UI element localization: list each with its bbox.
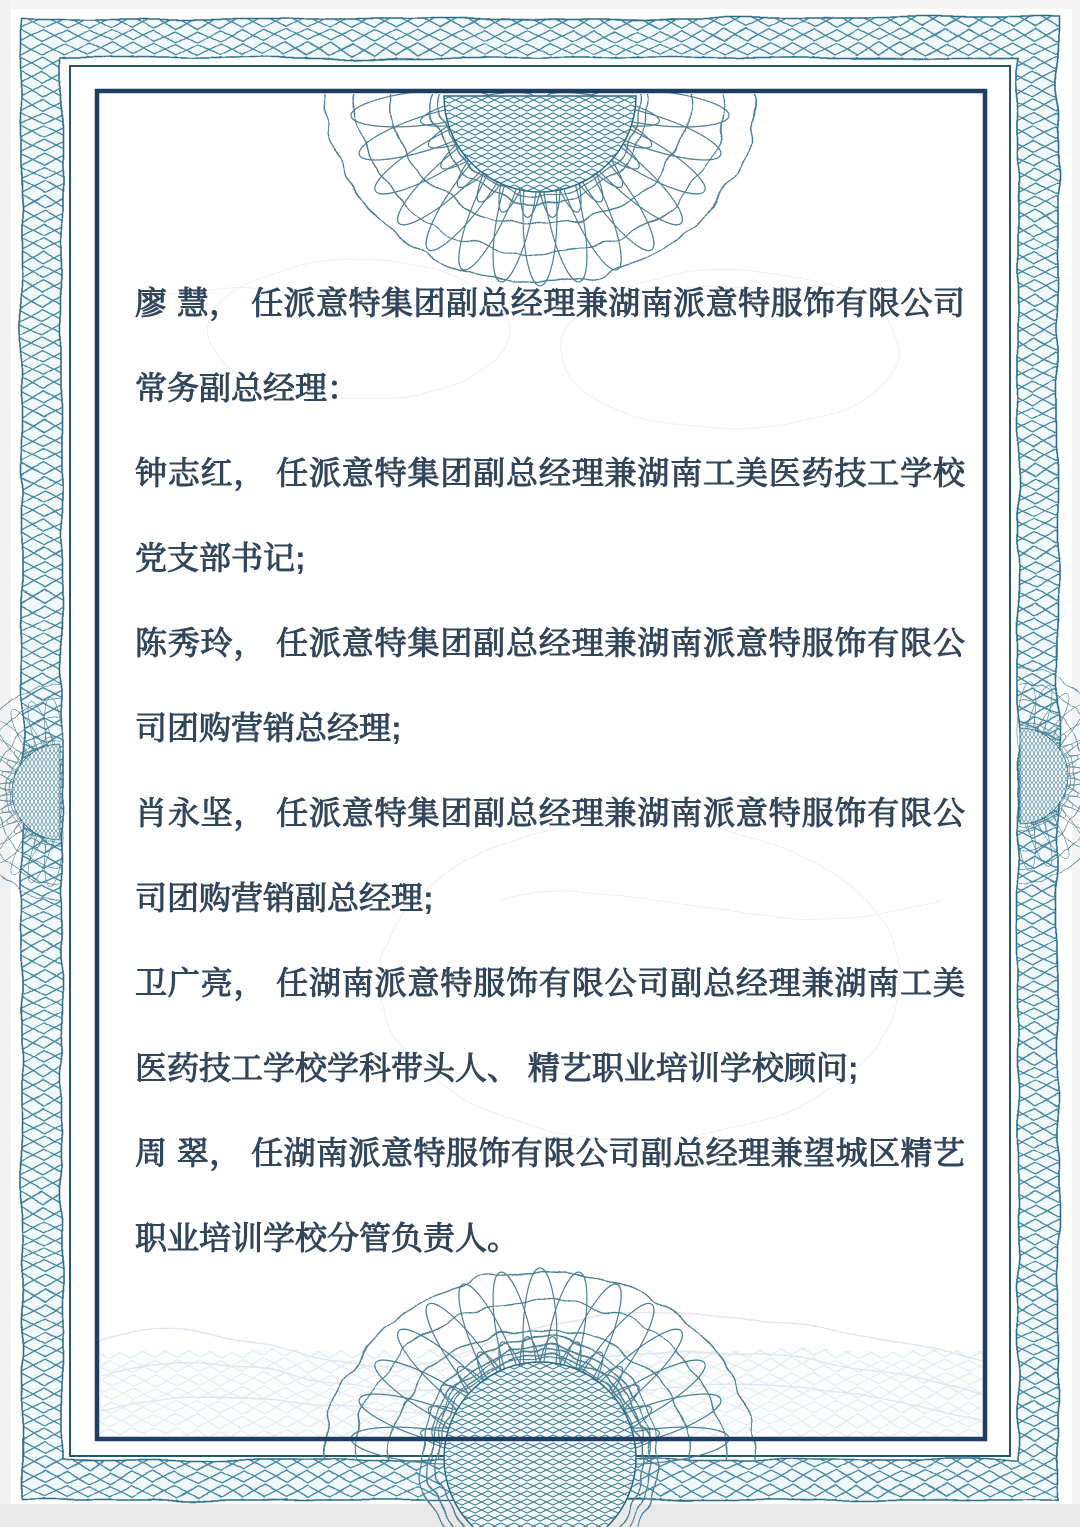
appointment-text: 任派意特集团副总经理兼湖南派意特服饰有限公 [266, 625, 965, 661]
appointment-line [135, 431, 965, 516]
appointment-line [135, 856, 965, 941]
appointment-line [135, 1026, 965, 1111]
appointment-text: 职业培训学校分管负责人。 [135, 1220, 520, 1256]
appointment-line [135, 601, 965, 686]
appointment-line [135, 1111, 965, 1196]
person-name: 钟志红， [135, 455, 267, 491]
appointment-text: 任派意特集团副总经理兼湖南工美医药技工学校 [266, 455, 965, 491]
appointment-text: 医药技工学校学科带头人、 精艺职业培训学校顾问; [135, 1050, 859, 1086]
appointment-text: 常务副总经理： [135, 370, 360, 406]
appointment-text: 司团购营销副总经理; [135, 880, 434, 916]
appointment-line [135, 346, 965, 431]
appointment-line [135, 1196, 965, 1281]
appointment-line [135, 261, 965, 346]
person-name: 卫广亮， [135, 965, 267, 1001]
person-name: 周 翠， [135, 1135, 242, 1171]
appointment-text: 党支部书记; [135, 540, 306, 576]
appointment-line [135, 771, 965, 856]
appointment-text: 任湖南派意特服饰有限公司副总经理兼湖南工美 [266, 965, 965, 1001]
appointment-text: 司团购营销总经理; [135, 710, 402, 746]
appointment-line [135, 686, 965, 771]
appointment-line [135, 516, 965, 601]
appointment-text: 任派意特集团副总经理兼湖南派意特服饰有限公司 [241, 285, 965, 321]
person-name: 廖 慧， [135, 285, 242, 321]
appointment-text: 任湖南派意特服饰有限公司副总经理兼望城区精艺 [241, 1135, 965, 1171]
appointment-line [135, 941, 965, 1026]
appointment-text: 任派意特集团副总经理兼湖南派意特服饰有限公 [266, 795, 965, 831]
person-name: 陈秀玲， [135, 625, 267, 661]
person-name: 肖永坚， [135, 795, 267, 831]
appointment-text-block [135, 261, 965, 1281]
